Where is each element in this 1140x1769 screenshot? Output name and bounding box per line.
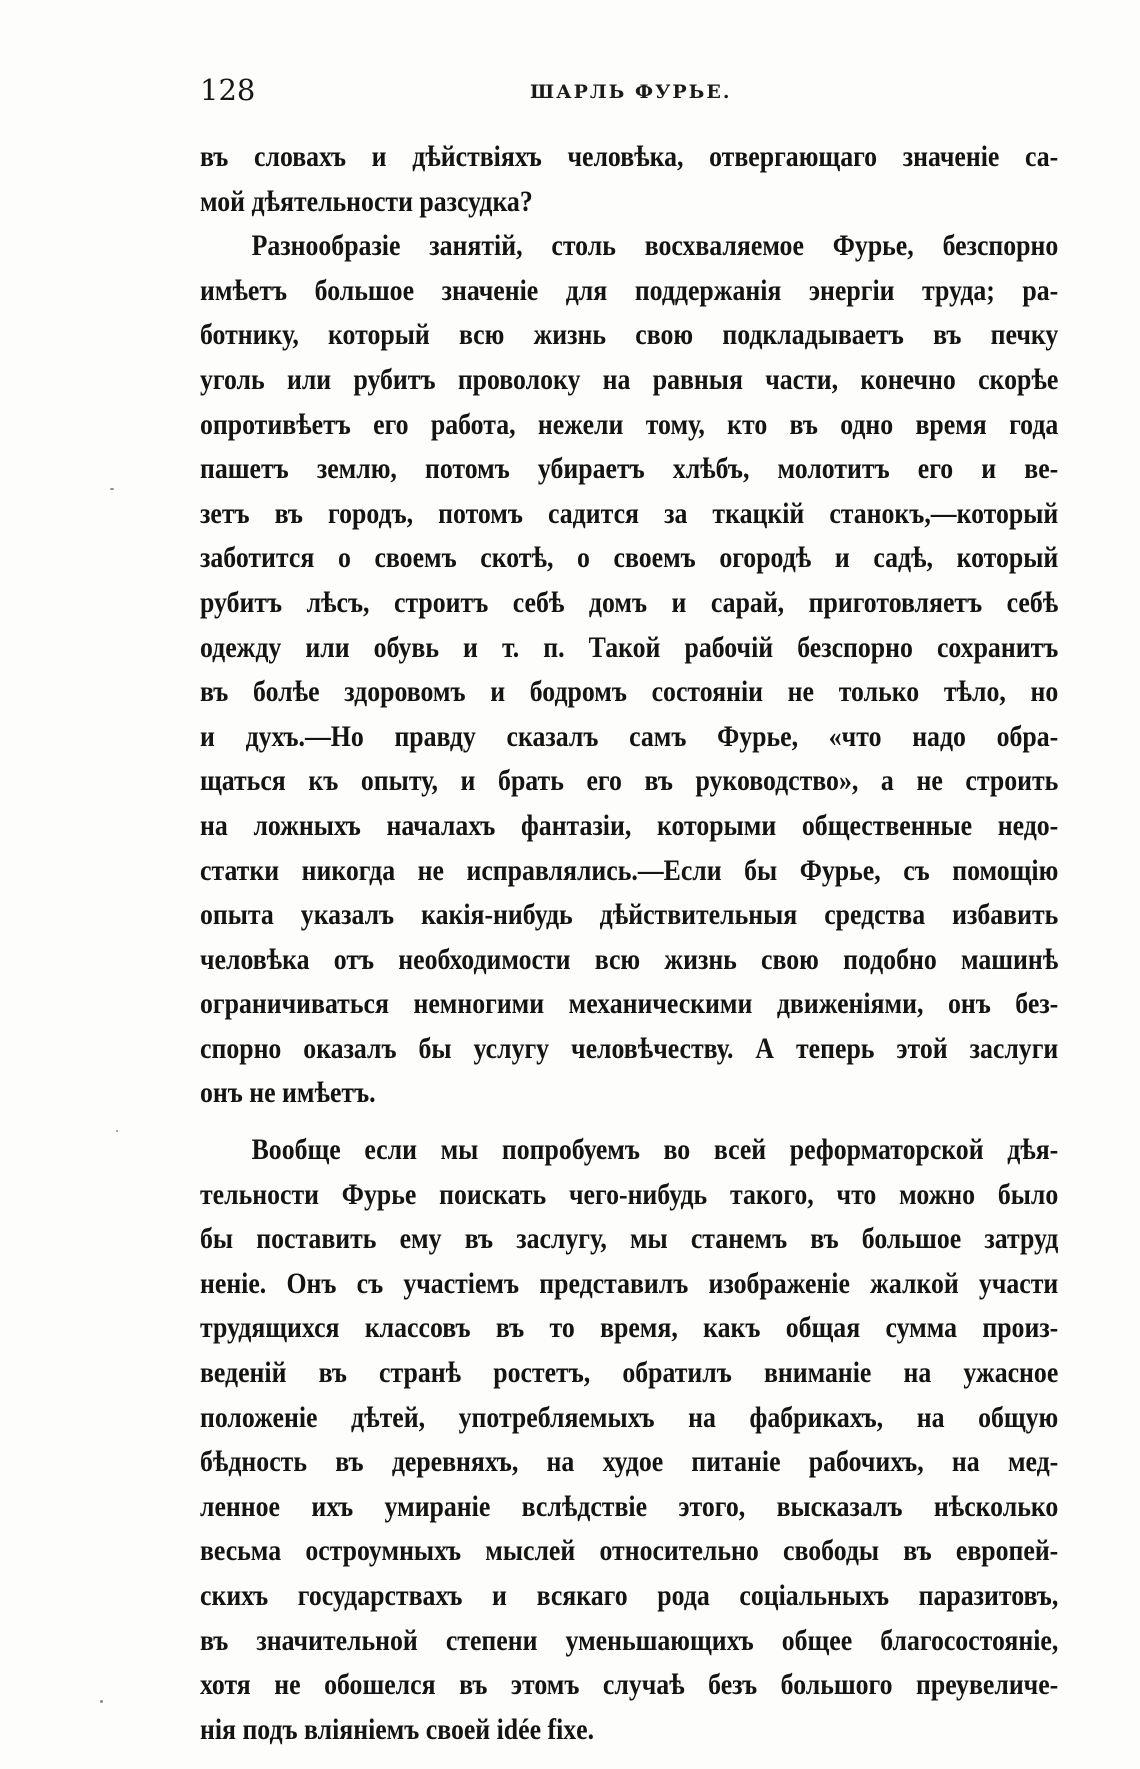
text-line: въ словахъ и дѣйствіяхъ человѣка, отвергающаго значеніе са- [200, 140, 1059, 173]
text-line: въ болѣе здоровомъ и бодромъ состояніи не только тѣло, но [200, 675, 1059, 709]
text-line: бѣдность въ деревняхъ, на худое питаніе рабочихъ, на мед- [200, 1445, 1059, 1479]
text-line: на ложныхъ началахъ фантазіи, которыми общественные недо- [200, 808, 1059, 842]
text-line: одежду или обувь и т. п. Такой рабочій безспорно сохранитъ [200, 630, 1059, 664]
text-line: опротивѣетъ его работа, нежели тому, кто въ одно время года [200, 407, 1059, 441]
paper-speck [110, 488, 114, 490]
text-line: опыта указалъ какія-нибудь дѣйствительныя средства избавить [200, 898, 1059, 932]
text-line: неніе. Онъ съ участіемъ представилъ изображеніе жалкой участи [200, 1266, 1059, 1300]
text-body [200, 135, 1058, 1752]
text-line: человѣка отъ необходимости всю жизнь свою подобно машинѣ [200, 942, 1059, 976]
text-line: заботится о своемъ скотѣ, о своемъ огородѣ и садѣ, который [200, 541, 1059, 575]
text-line: и духъ.—Но правду сказалъ самъ Фурье, «что надо обра- [200, 719, 1059, 753]
paper-speck [100, 1700, 103, 1703]
text-line: положеніе дѣтей, употребляемыхъ на фабрикахъ, на общую [200, 1400, 1059, 1434]
text-line: бы поставить ему въ заслугу, мы станемъ въ большое затруд [200, 1222, 1059, 1256]
text-line: пашетъ землю, потомъ убираетъ хлѣбъ, молотитъ его и ве- [200, 452, 1059, 486]
text-line: ограничиваться немногими механическими движеніями, онъ без- [200, 987, 1059, 1021]
paragraph-continuation [200, 135, 1058, 224]
text-line: скихъ государствахъ и всякаго рода соціальныхъ паразитовъ, [200, 1579, 1059, 1612]
text-line: нія подъ вліяніемъ своей idée fixe. [200, 1712, 595, 1746]
text-line: имѣетъ большое значеніе для поддержанія энергіи труда; ра- [200, 273, 1059, 307]
text-line: статки никогда не исправлялись.—Если бы Фурье, съ помощію [200, 853, 1059, 887]
text-line: щаться къ опыту, и брать его въ руководство», а не строить [200, 764, 1059, 798]
text-line: мой дѣятельности разсудка? [200, 184, 533, 218]
text-line: ленное ихъ умираніе вслѣдствіе этого, высказалъ нѣсколько [200, 1489, 1059, 1523]
text-line: рубитъ лѣсъ, строитъ себѣ домъ и сарай, приготовляетъ себѣ [200, 585, 1059, 619]
text-line: спорно оказалъ бы услугу человѣчеству. А теперь этой заслуги [200, 1031, 1059, 1065]
running-title: ШАРЛЬ ФУРЬЕ. [530, 81, 732, 103]
text-line: онъ не имѣетъ. [200, 1076, 376, 1110]
text-line: хотя не обошелся въ этомъ случаѣ безъ большого преувеличе- [200, 1668, 1059, 1702]
paragraph-reformer-merit [200, 1128, 1058, 1752]
paper-speck [116, 1130, 118, 1132]
page-number: 128 [200, 73, 256, 107]
text-line: тельности Фурье поискать чего-нибудь такого, что можно было [200, 1177, 1059, 1211]
paragraph-variety-of-work [200, 224, 1058, 1116]
text-line: весьма остроумныхъ мыслей относительно свободы въ европей- [200, 1534, 1059, 1568]
text-line: ботнику, который всю жизнь свою подкладываетъ въ печку [200, 318, 1059, 352]
text-line: въ значительной степени уменьшающихъ общее благосостояніе, [200, 1623, 1059, 1657]
text-line: Вообще если мы попробуемъ во всей реформаторской дѣя- [251, 1133, 1059, 1167]
running-head [200, 70, 1060, 120]
text-line: зетъ въ городъ, потомъ садится за ткацкій станокъ,—который [200, 496, 1059, 530]
text-line: трудящихся классовъ въ то время, какъ общая сумма произ- [200, 1311, 1059, 1345]
paragraph-gap [200, 1116, 1058, 1128]
text-line: уголь или рубитъ проволоку на равныя части, конечно скорѣе [200, 362, 1059, 396]
text-line: Разнообразіе занятій, столь восхваляемое Фурье, безспорно [251, 229, 1059, 263]
text-line: веденій въ странѣ ростетъ, обратилъ вниманіе на ужасное [200, 1356, 1059, 1390]
